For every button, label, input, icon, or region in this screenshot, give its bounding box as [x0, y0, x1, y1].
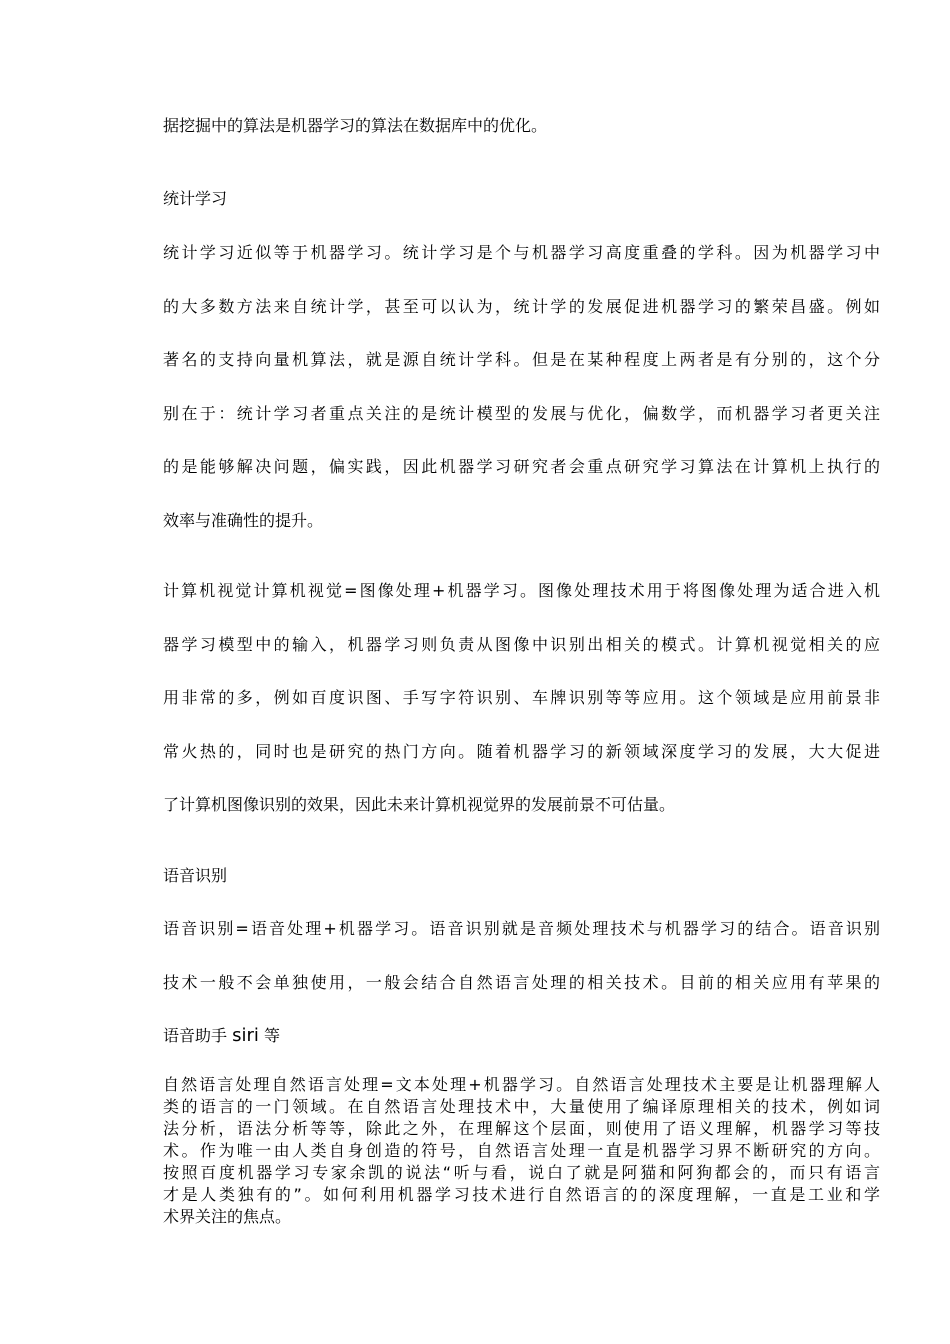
paragraph-computer-vision — [163, 564, 880, 832]
text-line: 的是能够解决问题，偏实践，因此机器学习研究者会重点研究学习算法在计算机上执行的 — [163, 457, 880, 476]
text-line: 效率与准确性的提升。 — [163, 510, 324, 530]
text-fragment: 等 — [258, 1026, 280, 1045]
text-line: 术。作为唯一由人类自身创造的符号，自然语言处理一直是机器学习界不断研究的方向。 — [163, 1141, 880, 1160]
text-line: 按照百度机器学习专家余凯的说法“听与看，说白了就是阿猫和阿狗都会的，而只有语言 — [163, 1163, 880, 1182]
text-fragment-siri: siri — [232, 1025, 259, 1046]
text-line: 器学习模型中的输入，机器学习则负责从图像中识别出相关的模式。计算机视觉相关的应 — [163, 634, 880, 654]
text-line: 统计学习近似等于机器学习。统计学习是个与机器学习高度重叠的学科。因为机器学习中 — [163, 243, 880, 262]
text-line: 自然语言处理自然语言处理=文本处理+机器学习。自然语言处理技术主要是让机器理解人 — [163, 1075, 880, 1094]
text-line: 技术一般不会单独使用，一般会结合自然语言处理的相关技术。目前的相关应用有苹果的 — [163, 972, 880, 992]
text-line: 用非常的多，例如百度识图、手写字符识别、车牌识别等等应用。这个领域是应用前景非 — [163, 688, 880, 707]
text-line: 的大多数方法来自统计学，甚至可以认为，统计学的发展促进机器学习的繁荣昌盛。例如 — [163, 296, 880, 316]
text-line: 常火热的，同时也是研究的热门方向。随着机器学习的新领域深度学习的发展，大大促进 — [163, 741, 880, 761]
text-fragment: 语音助手 — [163, 1026, 233, 1045]
heading-speech-recognition: 语音识别 — [163, 866, 228, 885]
text-line — [163, 1009, 880, 1063]
text-line: 别在于：统计学习者重点关注的是统计模型的发展与优化，偏数学，而机器学习者更关注 — [163, 403, 880, 423]
paragraph-nlp — [163, 1074, 880, 1228]
text-line: 类的语言的一门领域。在自然语言处理技术中，大量使用了编译原理相关的技术，例如词 — [163, 1097, 880, 1116]
text-line: 著名的支持向量机算法，就是源自统计学科。但是在某种程度上两者是有分别的，这个分 — [163, 350, 880, 369]
text-line: 法分析，语法分析等等，除此之外，在理解这个层面，则使用了语义理解，机器学习等技 — [163, 1119, 880, 1138]
text-line: 才是人类独有的”。如何利用机器学习技术进行自然语言的的深度理解，一直是工业和学 — [163, 1185, 880, 1204]
paragraph-data-mining: 据挖掘中的算法是机器学习的算法在数据库中的优化。 — [163, 116, 548, 135]
text-line: 语音识别=语音处理+机器学习。语音识别就是音频处理技术与机器学习的结合。语音识别 — [163, 919, 880, 938]
paragraph-speech-recognition — [163, 902, 880, 1063]
heading-statistical-learning: 统计学习 — [163, 189, 228, 208]
text-line: 术界关注的焦点。 — [163, 1207, 292, 1226]
paragraph-statistical-learning — [163, 226, 880, 547]
text-line: 计算机视觉计算机视觉=图像处理+机器学习。图像处理技术用于将图像处理为适合进入机 — [163, 581, 880, 600]
text-line: 了计算机图像识别的效果，因此未来计算机视觉界的发展前景不可估量。 — [163, 795, 676, 814]
